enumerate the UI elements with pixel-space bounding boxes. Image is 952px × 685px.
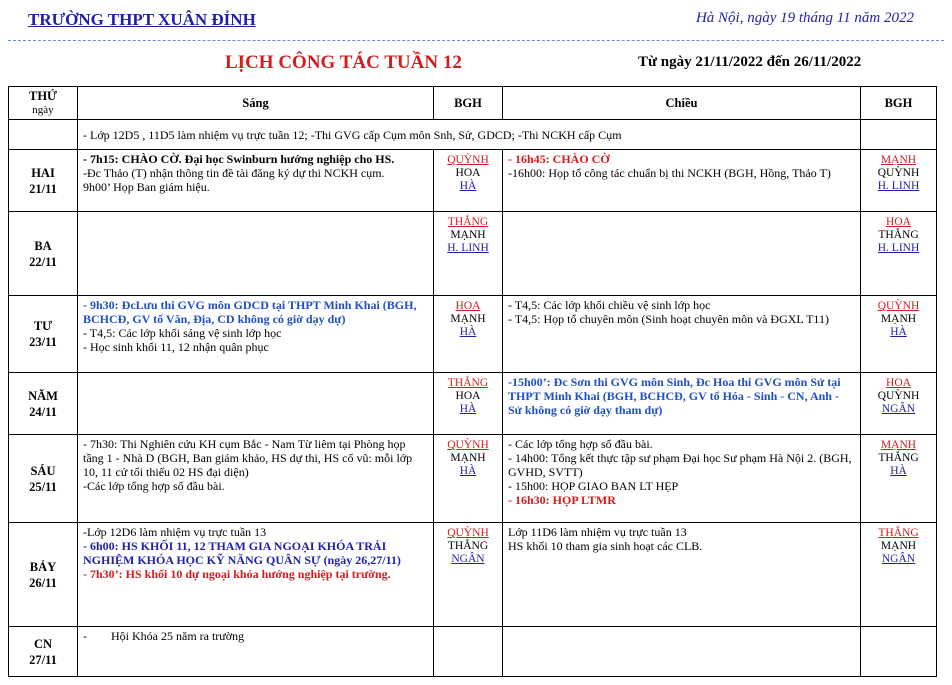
bgh-afternoon-cell [861, 627, 937, 677]
day-cell: CN 27/11 [9, 627, 78, 677]
morning-cell: - 9h30: ĐcLưu thi GVG môn GDCD tại THPT Minh Khai (BGH, BCHCĐ, GV tổ Văn, Địa, CD không có giờ dạy dự) - T4,5: Các lớp khối sáng vệ sinh lớp học - Học sinh khối 11, 12 nhận quân phục [78, 296, 434, 373]
bgh-afternoon-cell: MẠNH QUỲNH H. LINH [861, 150, 937, 212]
bgh-morning-cell: QUỲNH THẮNG NGÂN [434, 523, 503, 627]
bgh-morning-cell: THẮNG HOA HÀ [434, 373, 503, 435]
day-cell: SÁU 25/11 [9, 435, 78, 523]
afternoon-cell: - Các lớp tổng hợp sổ đầu bài. - 14h00: Tổng kết thực tập sư phạm Đại học Sư phạm Hà Nội 2. (BGH, GVHD, SVTT) - 15h00: HỌP GIAO BAN LT HẸP - 16h30: HỌP LTMR [503, 435, 861, 523]
afternoon-cell: -15h00’: Đc Sơn thi GVG môn Sinh, Đc Hoa thi GVG môn Sử tại THPT Minh Khai (BGH, BCHCĐ, GV tổ Hóa - Sinh - CN, Anh - Sử không có giờ dạy tham dự) [503, 373, 861, 435]
afternoon-cell [503, 627, 861, 677]
day-cell: BẢY 26/11 [9, 523, 78, 627]
col-bgh-morning-header: BGH [434, 87, 503, 120]
afternoon-cell [503, 212, 861, 296]
col-morning-header: Sáng [78, 87, 434, 120]
col-afternoon-header: Chiều [503, 87, 861, 120]
afternoon-cell: - 16h45: CHÀO CỜ -16h00: Họp tổ công tác chuẩn bị thi NCKH (BGH, Hồng, Thảo T) [503, 150, 861, 212]
school-name[interactable]: TRƯỜNG THPT XUÂN ĐỈNH [28, 10, 256, 29]
table-row [9, 627, 937, 677]
morning-cell [78, 373, 434, 435]
day-cell: TƯ 23/11 [9, 296, 78, 373]
morning-cell [78, 212, 434, 296]
day-cell: HAI 21/11 [9, 150, 78, 212]
table-row [9, 212, 937, 296]
morning-cell: -Lớp 12D6 làm nhiệm vụ trực tuần 13 - 6h00: HS KHỐI 11, 12 THAM GIA NGOẠI KHÓA TRẢI NGHIỆM KHÓA HỌC KỸ NĂNG QUÂN SỰ (ngày 26,27/11) - 7h30’: HS khối 10 dự ngoại khóa hướng nghiệp tại trường. [78, 523, 434, 627]
bgh-morning-cell: HOA MẠNH HÀ [434, 296, 503, 373]
col-bgh-afternoon-header: BGH [861, 87, 937, 120]
bgh-morning-cell: QUỲNH HOA HÀ [434, 150, 503, 212]
header-bar [8, 0, 944, 40]
bgh-afternoon-cell: THẮNG MẠNH NGÂN [861, 523, 937, 627]
general-note: - Lớp 12D5 , 11D5 làm nhiệm vụ trực tuần 12; -Thi GVG cấp Cụm môn Snh, Sử, GDCD; -Thi NCKH cấp Cụm [78, 120, 861, 150]
date-range: Từ ngày 21/11/2022 đến 26/11/2022 [638, 54, 862, 70]
morning-cell: - 7h15: CHÀO CỜ. Đại học Swinburn hướng nghiệp cho HS. -Đc Thảo (T) nhận thông tin đề tài đăng ký dự thi NCKH cụm. 9h00’ Họp Ban giám hiệu. [78, 150, 434, 212]
header-divider [8, 40, 944, 41]
bgh-afternoon-cell: HOA THẮNG H. LINH [861, 212, 937, 296]
morning-cell: - 7h30: Thi Nghiên cứu KH cụm Bắc - Nam Từ liêm tại Phòng họp tầng 1 - Nhà D (BGH, Ban giám khảo, HS dự thi, HS cổ vũ: mỗi lớp 10, 11 cử tối thiểu 02 HS đại diện) -Các lớp tổng hợp sổ đầu bài. [78, 435, 434, 523]
day-cell: NĂM 24/11 [9, 373, 78, 435]
col-day-header: THỨ ngày [9, 87, 78, 120]
bgh-afternoon-cell: MẠNH THẮNG HÀ [861, 435, 937, 523]
page-title: LỊCH CÔNG TÁC TUẦN 12 [225, 52, 462, 73]
table-row [9, 523, 937, 627]
afternoon-cell: - T4,5: Các lớp khối chiều vệ sinh lớp học - T4,5: Họp tổ chuyên môn (Sinh hoạt chuyên môn và ĐGXL T11) [503, 296, 861, 373]
day-cell: BA 22/11 [9, 212, 78, 296]
bgh-afternoon-cell: QUỲNH MẠNH HÀ [861, 296, 937, 373]
afternoon-cell: Lớp 11D6 làm nhiệm vụ trực tuần 13 HS khối 10 tham gia sinh hoạt các CLB. [503, 523, 861, 627]
table-row [9, 296, 937, 373]
bgh-morning-cell: THẮNG MẠNH H. LINH [434, 212, 503, 296]
bgh-morning-cell: QUỲNH MẠNH HÀ [434, 435, 503, 523]
table-row [9, 150, 937, 212]
date-line: Hà Nội, ngày 19 tháng 11 năm 2022 [695, 10, 914, 26]
table-header-row [9, 87, 937, 120]
table-row [9, 435, 937, 523]
table-row [9, 373, 937, 435]
morning-cell: - Hội Khóa 25 năm ra trường [78, 627, 434, 677]
bgh-afternoon-cell: HOA QUỲNH NGÂN [861, 373, 937, 435]
bgh-morning-cell [434, 627, 503, 677]
general-note-row [9, 120, 937, 150]
schedule-table [8, 86, 937, 677]
